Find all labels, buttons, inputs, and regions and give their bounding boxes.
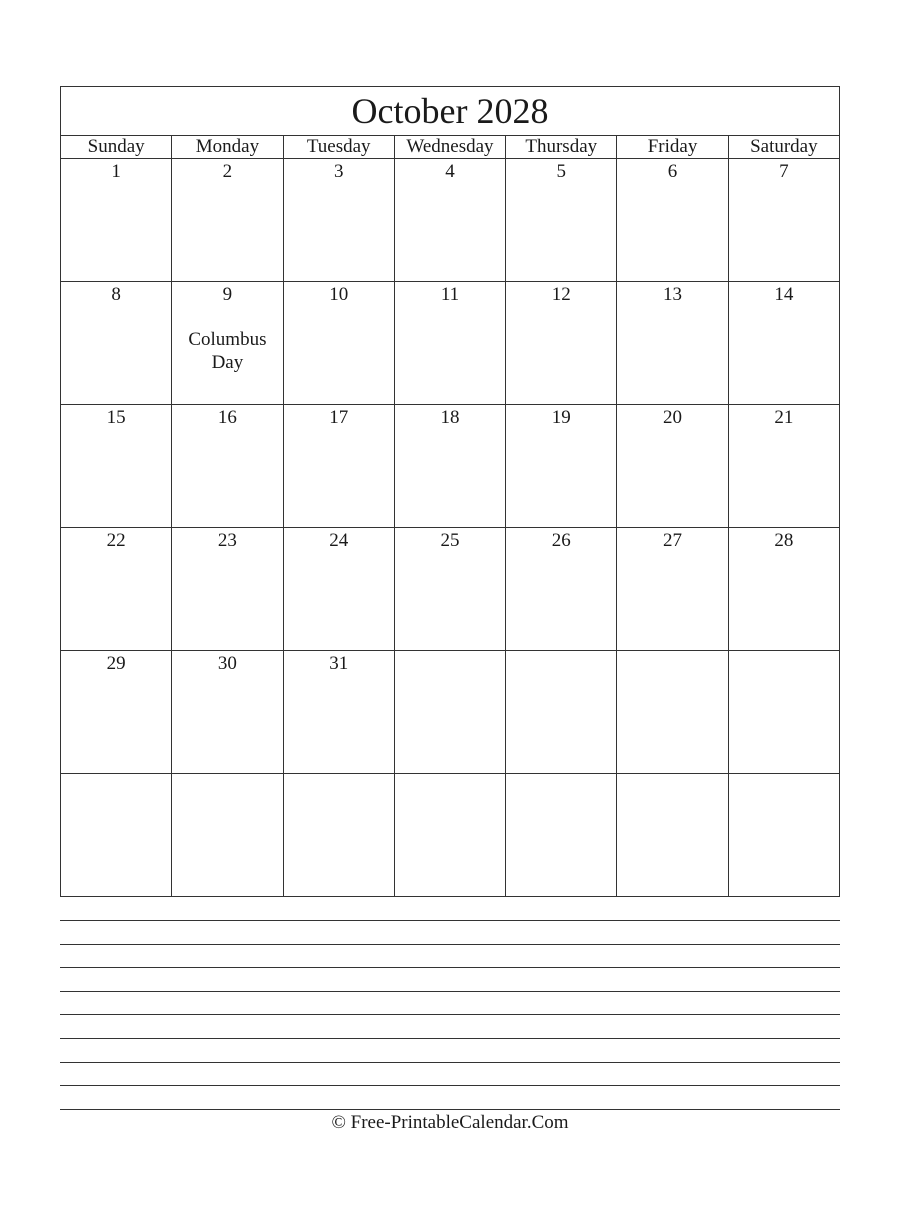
note-line[interactable]	[60, 1038, 840, 1062]
day-cell[interactable]	[506, 282, 617, 405]
day-cell[interactable]	[172, 405, 283, 528]
day-number: 20	[663, 407, 683, 428]
weekday-header: Saturday	[728, 136, 839, 159]
day-number: 4	[445, 161, 455, 182]
day-cell[interactable]	[61, 282, 172, 405]
day-cell[interactable]	[61, 774, 172, 897]
month-title: October 2028	[61, 87, 840, 136]
note-line[interactable]	[60, 944, 840, 968]
note-line[interactable]	[60, 920, 840, 944]
day-cell[interactable]	[172, 282, 283, 405]
day-cell[interactable]	[506, 774, 617, 897]
day-cell[interactable]	[61, 405, 172, 528]
notes-area	[60, 920, 840, 1132]
calendar-grid	[60, 86, 840, 897]
day-cell[interactable]	[617, 528, 728, 651]
day-number: 21	[774, 407, 794, 428]
day-cell[interactable]	[617, 651, 728, 774]
day-cell[interactable]	[172, 528, 283, 651]
week-row	[61, 651, 840, 774]
day-cell[interactable]	[728, 282, 839, 405]
weekday-header: Sunday	[61, 136, 172, 159]
day-number: 19	[551, 407, 571, 428]
note-line[interactable]	[60, 991, 840, 1015]
week-row	[61, 405, 840, 528]
day-number: 29	[106, 653, 126, 674]
day-cell[interactable]	[61, 651, 172, 774]
day-number: 14	[774, 284, 794, 305]
footer-credit: © Free-PrintableCalendar.Com	[331, 1112, 569, 1133]
day-cell[interactable]	[61, 159, 172, 282]
note-line[interactable]	[60, 1014, 840, 1038]
day-cell[interactable]	[728, 528, 839, 651]
day-number: 28	[774, 530, 794, 551]
day-cell[interactable]	[728, 651, 839, 774]
weekday-header: Thursday	[506, 136, 617, 159]
day-number: 8	[111, 284, 121, 305]
day-cell[interactable]	[728, 774, 839, 897]
day-cell[interactable]	[283, 282, 394, 405]
day-cell[interactable]	[172, 651, 283, 774]
day-cell[interactable]	[283, 405, 394, 528]
day-number: 5	[556, 161, 567, 182]
day-cell[interactable]	[283, 159, 394, 282]
day-number: 1	[111, 161, 121, 182]
day-number: 16	[217, 407, 237, 428]
day-number: 17	[329, 407, 349, 428]
day-number: 27	[663, 530, 683, 551]
day-cell[interactable]	[617, 282, 728, 405]
day-cell[interactable]	[506, 528, 617, 651]
day-number: 24	[329, 530, 349, 551]
day-number: 13	[663, 284, 683, 305]
day-cell[interactable]	[394, 528, 505, 651]
day-number: 22	[106, 530, 126, 551]
day-cell[interactable]	[617, 405, 728, 528]
day-number: 7	[779, 161, 789, 182]
day-cell[interactable]	[394, 405, 505, 528]
week-row	[61, 159, 840, 282]
day-cell[interactable]	[172, 159, 283, 282]
day-number: 23	[217, 530, 237, 551]
day-cell[interactable]	[394, 774, 505, 897]
day-number: 18	[440, 407, 460, 428]
note-line[interactable]	[60, 1085, 840, 1109]
weekday-header: Monday	[172, 136, 283, 159]
weekday-header: Friday	[617, 136, 728, 159]
day-cell[interactable]	[283, 774, 394, 897]
weekday-header: Wednesday	[394, 136, 505, 159]
note-line[interactable]	[60, 1062, 840, 1086]
day-number: 12	[551, 284, 571, 305]
day-cell[interactable]	[61, 528, 172, 651]
day-number: 6	[667, 161, 678, 182]
day-cell[interactable]	[283, 528, 394, 651]
holiday-label: Columbus Day	[188, 329, 267, 373]
day-number: 31	[329, 653, 349, 674]
week-row	[61, 528, 840, 651]
day-cell[interactable]	[394, 159, 505, 282]
day-cell[interactable]	[728, 159, 839, 282]
day-cell[interactable]	[506, 651, 617, 774]
note-line[interactable]	[60, 967, 840, 991]
day-number: 26	[551, 530, 571, 551]
day-cell[interactable]	[394, 651, 505, 774]
day-cell[interactable]	[172, 774, 283, 897]
calendar-body	[61, 159, 840, 897]
week-row	[61, 774, 840, 897]
day-number: 2	[222, 161, 233, 182]
day-cell[interactable]	[728, 405, 839, 528]
day-number: 25	[440, 530, 460, 551]
day-number: 15	[106, 407, 126, 428]
day-cell[interactable]	[283, 651, 394, 774]
day-cell[interactable]	[617, 774, 728, 897]
day-number: 11	[440, 284, 460, 305]
day-cell[interactable]	[394, 282, 505, 405]
day-number: 9	[222, 284, 233, 305]
day-cell[interactable]	[617, 159, 728, 282]
day-cell[interactable]	[506, 405, 617, 528]
day-number: 10	[329, 284, 349, 305]
week-row	[61, 282, 840, 405]
day-number: 3	[333, 161, 344, 182]
weekday-header: Tuesday	[283, 136, 394, 159]
day-number: 30	[217, 653, 237, 674]
day-cell[interactable]	[506, 159, 617, 282]
